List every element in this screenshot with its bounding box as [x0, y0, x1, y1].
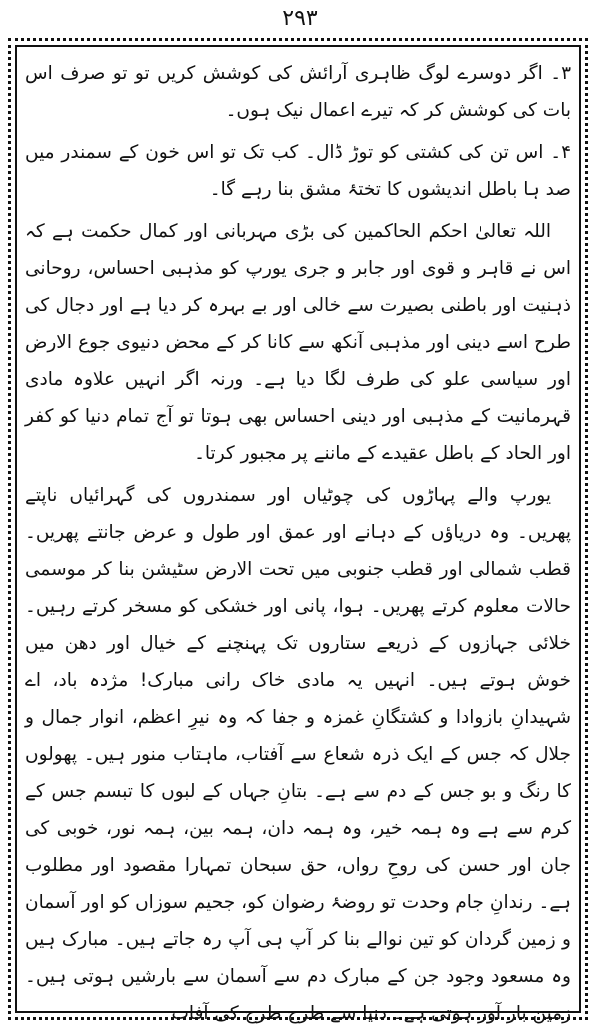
text-area: [25, 55, 571, 1024]
page-border: [8, 38, 588, 1024]
paragraph-europe-explorers: یورپ والے پہاڑوں کی چوٹیاں اور سمندروں کی گہرائیاں ناپتے پھریں۔ وہ دریاؤں کے دہانے اور عمق اور طول و عرض جانتے پھریں۔ قطب شمالی اور قطب جنوبی میں تحت الارض سٹیشن بنا کر موسمی حالات معلوم کرتے پھریں۔ ہوا، پانی اور خشکی کو مسخر کرتے رہیں۔ خلائی جہازوں کے ذریعے ستاروں تک پہنچنے کے خیال اور دھن میں خوش ہوتے ہیں۔ انہیں یہ مادی خاک رانی مبارک! مژدہ باد، اے شہیدانِ بازوادا و کشتگانِ غمزہ و جفا کہ وہ نیرِ اعظم، انوار جمال و جلال کہ جس کے ایک ذرہ شعاع سے آفتاب، ماہتاب منور ہیں۔ پھولوں کا رنگ و بو جس کے دم سے ہے۔ بتانِ جہاں کے لبوں کا تبسم جس کے کرم سے ہے وہ ہمہ خیر، وہ ہمہ دان، ہمہ بین، ہمہ نور، خوبی کی جان اور حسن کی روحِ رواں، حق سبحان تمہارا مقصود اور مطلوب ہے۔ رندانِ جام وحدت تو روضۂ رضوان کو، جحیم سوزاں کو اور آسمان و زمین گردان کو تین نوالے بنا کر آپ ہی آپ رہ جاتے ہیں۔ مبارک ہیں وہ مسعود وجود جن کے مبارک دم سے آسمان سے بارشیں ہوتی ہیں۔ زمین بار آور ہوتی ہے۔ دنیا سے طرح طرح کی آفات: [25, 485, 571, 1024]
paragraph-point-3: ۳۔ اگر دوسرے لوگ ظاہری آرائش کی کوشش کریں تو تو صرف اس بات کی کوشش کر کہ تیرے اعمال نیک ہوں۔: [25, 63, 571, 121]
paragraph-divine-wisdom: اللہ تعالیٰ احکم الحاکمین کی بڑی مہربانی اور کمال حکمت ہے کہ اس نے قاہر و قوی اور جابر و جری یورپ کو مذہبی احساس، روحانی ذہنیت اور باطنی بصیرت سے خالی اور بے بہرہ کر دیا ہے اور دجال کی طرح اسے دینی اور مذہبی آنکھ سے کانا کر کے محض دنیوی جوع الارض اور سیاسی علو کی طرف لگا دیا ہے۔ ورنہ اگر انہیں علاوہ مادی قہرمانیت کے مذہبی اور دینی احساس بھی ہوتا تو آج تمام دنیا کو کفر اور الحاد کے باطل عقیدے کے ماننے پر مجبور کرتا۔: [25, 221, 571, 464]
paragraph-point-4: ۴۔ اس تن کی کشتی کو توڑ ڈال۔ کب تک تو اس خون کے سمندر میں صد ہا باطل اندیشوں کا تختۂ مشق بنا رہے گا۔: [25, 142, 571, 200]
page-number: ۲۹۳: [282, 6, 318, 31]
body-text: [25, 55, 571, 1032]
